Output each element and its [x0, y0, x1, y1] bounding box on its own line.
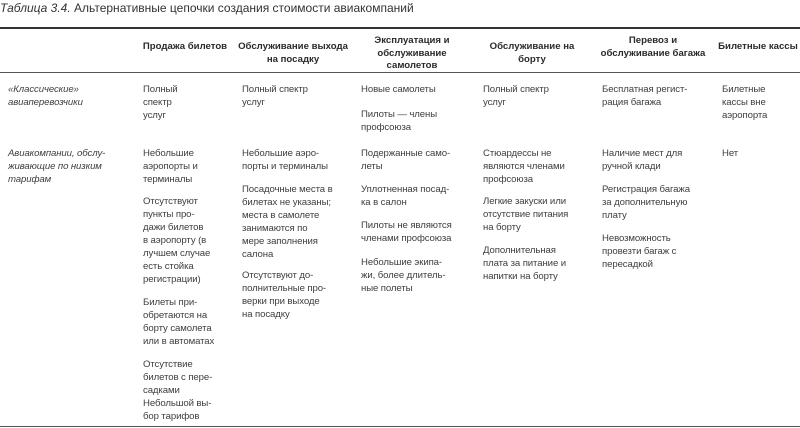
header-ticket-sales: Продажа билетов: [142, 41, 228, 52]
header-ticket-offices: Билетные кассы: [718, 41, 798, 52]
cell-classic-aircraft-1: Новые самолеты: [361, 84, 436, 95]
cell-lowcost-aircraft-4: Небольшие экипа- жи, более длитель- ные полеты: [361, 257, 446, 294]
cell-classic-gate-service: Полный спектр услуг: [242, 84, 308, 108]
cell-lowcost-ticket-offices: Нет: [722, 148, 739, 159]
cell-lowcost-ticket-sales-4: Отсутствие билетов с пере- садками Небольшой вы- бор тарифов: [143, 359, 213, 422]
header-onboard-service: Обслуживание на борту: [489, 41, 575, 65]
cell-lowcost-aircraft-2: Уплотненная посад- ка в салон: [361, 184, 450, 208]
cell-lowcost-baggage-1: Наличие мест для ручной клади: [602, 148, 683, 172]
cell-lowcost-aircraft-1: Подержанные само- леты: [361, 148, 451, 172]
cell-classic-aircraft-2: Пилоты — члены профсоюза: [361, 109, 438, 133]
cell-lowcost-gate-service-2: Посадочные места в билетах не указаны; места в самолете занимаются по мере заполнения салона: [242, 184, 333, 260]
cell-lowcost-baggage-2: Регистрация багажа за дополнительную плату: [602, 184, 690, 221]
table-caption: [0, 1, 414, 15]
cell-classic-baggage: Бесплатная регист- рация багажа: [602, 84, 688, 108]
cell-lowcost-onboard-3: Дополнительная плата за питание и напитки на борту: [483, 245, 566, 282]
header-baggage: Перевоз и обслуживание багажа: [600, 35, 706, 59]
cell-classic-ticket-offices: Билетные кассы вне аэропорта: [722, 84, 768, 121]
table-title: Альтернативные цепочки создания стоимости авиакомпаний: [74, 1, 414, 15]
cell-lowcost-ticket-sales-3: Билеты при- обретаются на борту самолета или в автоматах: [143, 297, 215, 347]
cell-lowcost-gate-service-1: Небольшие аэро- порты и терминалы: [242, 148, 328, 172]
top-rule: [0, 27, 800, 29]
cell-lowcost-aircraft-3: Пилоты не являются членами профсоюза: [361, 220, 452, 244]
cell-lowcost-ticket-sales-2: Отсутствуют пункты про- дажи билетов в аэропорту (в лучшем случае есть стойка регистрации): [143, 196, 211, 285]
header-aircraft-operation: Эксплуатация и обслуживание самолетов: [374, 35, 450, 71]
table-number: Таблица 3.4.: [0, 1, 71, 15]
cell-classic-onboard: Полный спектр услуг: [483, 84, 549, 108]
header-gate-service: Обслуживание выхода на посадку: [238, 41, 348, 65]
cell-lowcost-gate-service-3: Отсутствуют до- полнительные про- верки при выходе на посадку: [242, 270, 327, 320]
bottom-rule: [0, 426, 800, 427]
row-label-lowcost: Авиакомпании, обслу- живающие по низким тарифам: [8, 148, 106, 185]
cell-lowcost-onboard-2: Легкие закуски или отсутствие питания на борту: [483, 196, 569, 233]
cell-lowcost-onboard-1: Стюардессы не являются членами профсоюза: [483, 148, 565, 185]
cell-lowcost-ticket-sales-1: Небольшие аэропорты и терминалы: [143, 148, 198, 185]
cell-lowcost-baggage-3: Невозможность провезти багаж с пересадкой: [602, 233, 677, 270]
cell-classic-ticket-sales: Полный спектр услуг: [143, 84, 178, 121]
row-label-classic: «Классические» авиаперевозчики: [8, 84, 83, 108]
